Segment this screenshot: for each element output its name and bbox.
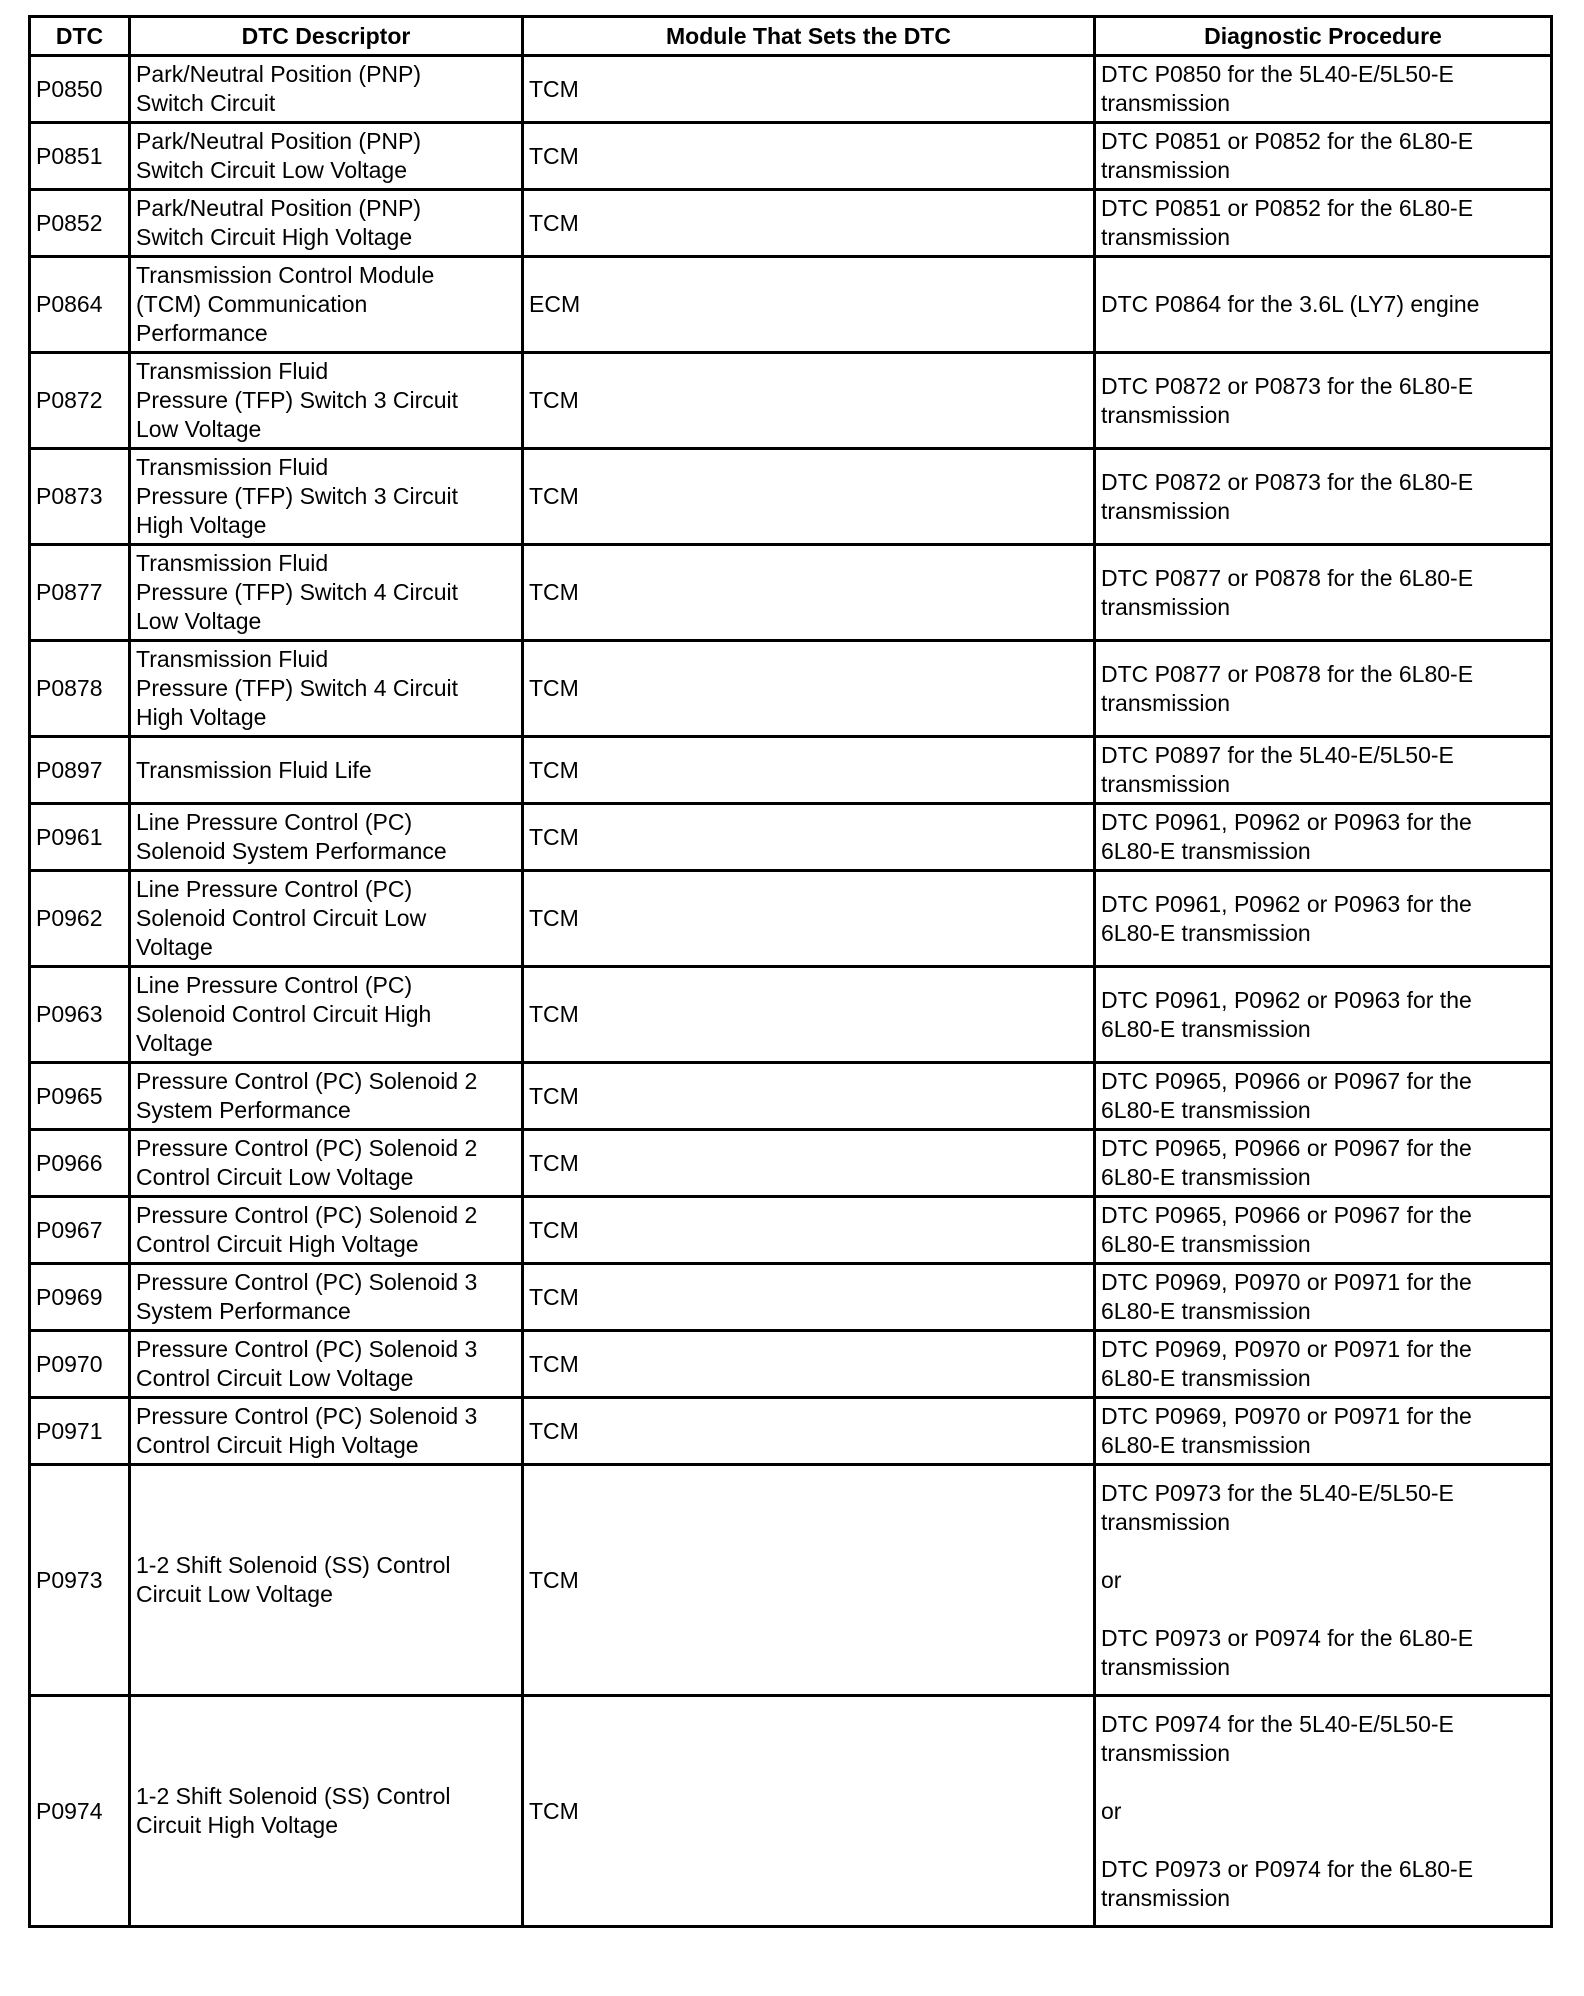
- dtc-descriptor: [130, 1465, 523, 1696]
- diagnostic-procedure: [1095, 545, 1552, 641]
- descriptor-line: Park/Neutral Position (PNP): [136, 128, 422, 154]
- procedure-line: DTC P0851 or P0852 for the 6L80-E: [1101, 195, 1474, 221]
- procedure-or: or: [1101, 1566, 1122, 1593]
- procedure-line: DTC P0969, P0970 or P0971 for the: [1101, 1336, 1472, 1362]
- dtc-descriptor: [130, 1063, 523, 1130]
- procedure-line: DTC P0969, P0970 or P0971 for the: [1101, 1403, 1472, 1429]
- descriptor-line: Park/Neutral Position (PNP): [136, 195, 422, 221]
- dtc-code: P0963: [30, 967, 130, 1063]
- module: TCM: [523, 737, 1095, 804]
- procedure-line: 6L80-E transmission: [1101, 1432, 1311, 1458]
- table-row: [30, 123, 1552, 190]
- diagnostic-procedure: [1095, 871, 1552, 967]
- descriptor-line: Line Pressure Control (PC): [136, 972, 413, 998]
- diagnostic-procedure: [1095, 1465, 1552, 1696]
- descriptor-line: Solenoid System Performance: [136, 838, 447, 864]
- diagnostic-procedure: [1095, 1197, 1552, 1264]
- module: TCM: [523, 1398, 1095, 1465]
- table-row: [30, 1197, 1552, 1264]
- dtc-descriptor: [130, 1197, 523, 1264]
- descriptor-line: Pressure (TFP) Switch 3 Circuit: [136, 483, 459, 509]
- descriptor-line: Voltage: [136, 934, 213, 960]
- module: TCM: [523, 1696, 1095, 1927]
- descriptor-line: Transmission Fluid Life: [136, 756, 372, 783]
- descriptor-line: Solenoid Control Circuit Low: [136, 905, 427, 931]
- descriptor-line: Transmission Fluid: [136, 454, 329, 480]
- descriptor-line: Control Circuit Low Voltage: [136, 1164, 414, 1190]
- module: TCM: [523, 449, 1095, 545]
- module: TCM: [523, 967, 1095, 1063]
- dtc-code: P0852: [30, 190, 130, 257]
- procedure-line: 6L80-E transmission: [1101, 1097, 1311, 1123]
- dtc-table: [28, 15, 1553, 1928]
- diagnostic-procedure: [1095, 804, 1552, 871]
- line-spacer: [1101, 1768, 1545, 1797]
- procedure-line: DTC P0897 for the 5L40-E/5L50-E: [1101, 742, 1454, 768]
- table-row: [30, 257, 1552, 353]
- table-row: [30, 190, 1552, 257]
- dtc-code: P0878: [30, 641, 130, 737]
- descriptor-line: Control Circuit High Voltage: [136, 1432, 419, 1458]
- procedure-line: DTC P0974 for the 5L40-E/5L50-E: [1101, 1710, 1454, 1737]
- module: TCM: [523, 56, 1095, 123]
- descriptor-line: Pressure Control (PC) Solenoid 3: [136, 1336, 478, 1362]
- descriptor-line: Pressure Control (PC) Solenoid 3: [136, 1403, 478, 1429]
- table-row: [30, 1264, 1552, 1331]
- procedure-line: DTC P0851 or P0852 for the 6L80-E: [1101, 128, 1474, 154]
- module: TCM: [523, 1331, 1095, 1398]
- diagnostic-procedure: [1095, 123, 1552, 190]
- table-row: [30, 1130, 1552, 1197]
- header-dtc: DTC: [30, 17, 130, 56]
- descriptor-line: High Voltage: [136, 512, 267, 538]
- procedure-line: DTC P0969, P0970 or P0971 for the: [1101, 1269, 1472, 1295]
- module: TCM: [523, 353, 1095, 449]
- procedure-line: transmission: [1101, 593, 1231, 620]
- dtc-code: P0974: [30, 1696, 130, 1927]
- dtc-code: P0897: [30, 737, 130, 804]
- dtc-code: P0966: [30, 1130, 130, 1197]
- dtc-descriptor: [130, 871, 523, 967]
- procedure-line: transmission: [1101, 771, 1231, 797]
- descriptor-line: Pressure Control (PC) Solenoid 2: [136, 1068, 478, 1094]
- diagnostic-procedure: [1095, 967, 1552, 1063]
- dtc-descriptor: [130, 804, 523, 871]
- table-row: [30, 1465, 1552, 1696]
- line-spacer: [1101, 1595, 1545, 1624]
- descriptor-line: Pressure (TFP) Switch 4 Circuit: [136, 579, 459, 605]
- table-row: [30, 1398, 1552, 1465]
- procedure-line: DTC P0973 for the 5L40-E/5L50-E: [1101, 1479, 1454, 1506]
- dtc-code: P0970: [30, 1331, 130, 1398]
- descriptor-line: Line Pressure Control (PC): [136, 876, 413, 902]
- dtc-code: P0967: [30, 1197, 130, 1264]
- dtc-descriptor: [130, 190, 523, 257]
- diagnostic-procedure: [1095, 641, 1552, 737]
- dtc-descriptor: [130, 1331, 523, 1398]
- module: TCM: [523, 804, 1095, 871]
- dtc-code: P0971: [30, 1398, 130, 1465]
- module: TCM: [523, 1465, 1095, 1696]
- module: TCM: [523, 1130, 1095, 1197]
- dtc-code: P0873: [30, 449, 130, 545]
- procedure-line: 6L80-E transmission: [1101, 1298, 1311, 1324]
- module: TCM: [523, 641, 1095, 737]
- dtc-code: P0965: [30, 1063, 130, 1130]
- dtc-descriptor: [130, 1264, 523, 1331]
- procedure-line: DTC P0877 or P0878 for the 6L80-E: [1101, 564, 1474, 591]
- descriptor-line: Circuit High Voltage: [136, 1812, 338, 1838]
- procedure-line: DTC P0872 or P0873 for the 6L80-E: [1101, 372, 1474, 399]
- dtc-descriptor: [130, 1398, 523, 1465]
- procedure-line: transmission: [1101, 1508, 1231, 1535]
- descriptor-line: 1-2 Shift Solenoid (SS) Control: [136, 1552, 451, 1578]
- descriptor-line: Pressure Control (PC) Solenoid 3: [136, 1269, 478, 1295]
- dtc-descriptor: [130, 257, 523, 353]
- table-row: [30, 1063, 1552, 1130]
- dtc-descriptor: [130, 56, 523, 123]
- procedure-line: transmission: [1101, 1653, 1231, 1680]
- diagnostic-procedure: [1095, 257, 1552, 353]
- descriptor-line: Switch Circuit: [136, 90, 276, 116]
- descriptor-line: Line Pressure Control (PC): [136, 809, 413, 835]
- diagnostic-procedure: [1095, 190, 1552, 257]
- module: ECM: [523, 257, 1095, 353]
- diagnostic-procedure: [1095, 737, 1552, 804]
- descriptor-line: 1-2 Shift Solenoid (SS) Control: [136, 1783, 451, 1809]
- table-row: [30, 1331, 1552, 1398]
- procedure-line: transmission: [1101, 689, 1231, 716]
- procedure-line: DTC P0965, P0966 or P0967 for the: [1101, 1135, 1472, 1161]
- procedure-line: DTC P0973 or P0974 for the 6L80-E: [1101, 1624, 1474, 1651]
- module: TCM: [523, 871, 1095, 967]
- diagnostic-procedure: [1095, 1130, 1552, 1197]
- header-module: Module That Sets the DTC: [523, 17, 1095, 56]
- diagnostic-procedure: [1095, 353, 1552, 449]
- descriptor-line: Pressure (TFP) Switch 4 Circuit: [136, 675, 459, 701]
- procedure-line: 6L80-E transmission: [1101, 1231, 1311, 1257]
- dtc-descriptor: [130, 1130, 523, 1197]
- descriptor-line: Transmission Fluid: [136, 358, 329, 384]
- descriptor-line: Low Voltage: [136, 608, 262, 634]
- dtc-descriptor: [130, 737, 523, 804]
- descriptor-line: Pressure Control (PC) Solenoid 2: [136, 1135, 478, 1161]
- descriptor-line: Switch Circuit Low Voltage: [136, 157, 408, 183]
- table-row: [30, 804, 1552, 871]
- procedure-line: transmission: [1101, 90, 1231, 116]
- table-row: [30, 641, 1552, 737]
- procedure-line: DTC P0961, P0962 or P0963 for the: [1101, 986, 1472, 1013]
- procedure-line: DTC P0872 or P0873 for the 6L80-E: [1101, 468, 1474, 495]
- dtc-code: P0969: [30, 1264, 130, 1331]
- dtc-descriptor: [130, 967, 523, 1063]
- header-procedure: Diagnostic Procedure: [1095, 17, 1552, 56]
- table-row: [30, 449, 1552, 545]
- diagnostic-procedure: [1095, 1331, 1552, 1398]
- dtc-descriptor: [130, 449, 523, 545]
- descriptor-line: Transmission Fluid: [136, 550, 329, 576]
- descriptor-line: Pressure (TFP) Switch 3 Circuit: [136, 387, 459, 413]
- procedure-line: 6L80-E transmission: [1101, 1164, 1311, 1190]
- module: TCM: [523, 190, 1095, 257]
- procedure-line: DTC P0965, P0966 or P0967 for the: [1101, 1202, 1472, 1228]
- header-descriptor: DTC Descriptor: [130, 17, 523, 56]
- procedure-line: 6L80-E transmission: [1101, 919, 1311, 946]
- dtc-code: P0877: [30, 545, 130, 641]
- dtc-descriptor: [130, 641, 523, 737]
- diagnostic-procedure: [1095, 449, 1552, 545]
- procedure-line: DTC P0877 or P0878 for the 6L80-E: [1101, 660, 1474, 687]
- procedure-line: 6L80-E transmission: [1101, 838, 1311, 864]
- descriptor-line: Transmission Control Module: [136, 262, 435, 288]
- header-row: [30, 17, 1552, 56]
- dtc-descriptor: [130, 123, 523, 190]
- line-spacer: [1101, 1826, 1545, 1855]
- dtc-descriptor: [130, 353, 523, 449]
- procedure-line: DTC P0973 or P0974 for the 6L80-E: [1101, 1855, 1474, 1882]
- table-row: [30, 1696, 1552, 1927]
- dtc-code: P0864: [30, 257, 130, 353]
- procedure-line: 6L80-E transmission: [1101, 1015, 1311, 1042]
- descriptor-line: Transmission Fluid: [136, 646, 329, 672]
- descriptor-line: Control Circuit High Voltage: [136, 1231, 419, 1257]
- procedure-line: DTC P0864 for the 3.6L (LY7) engine: [1101, 291, 1480, 317]
- descriptor-line: Solenoid Control Circuit High: [136, 1001, 432, 1027]
- procedure-line: transmission: [1101, 1884, 1231, 1911]
- diagnostic-procedure: [1095, 1696, 1552, 1927]
- table-row: [30, 56, 1552, 123]
- descriptor-line: Control Circuit Low Voltage: [136, 1365, 414, 1391]
- descriptor-line: Circuit Low Voltage: [136, 1581, 333, 1607]
- line-spacer: [1101, 1537, 1545, 1566]
- diagnostic-procedure: [1095, 1398, 1552, 1465]
- module: TCM: [523, 123, 1095, 190]
- module: TCM: [523, 1264, 1095, 1331]
- dtc-descriptor: [130, 545, 523, 641]
- dtc-code: P0962: [30, 871, 130, 967]
- dtc-code: P0850: [30, 56, 130, 123]
- descriptor-line: Low Voltage: [136, 416, 262, 442]
- procedure-line: DTC P0850 for the 5L40-E/5L50-E: [1101, 61, 1454, 87]
- procedure-line: DTC P0961, P0962 or P0963 for the: [1101, 890, 1472, 917]
- procedure-line: transmission: [1101, 224, 1231, 250]
- descriptor-line: Performance: [136, 320, 268, 346]
- procedure-line: transmission: [1101, 497, 1231, 524]
- descriptor-line: Switch Circuit High Voltage: [136, 224, 413, 250]
- descriptor-line: Pressure Control (PC) Solenoid 2: [136, 1202, 478, 1228]
- descriptor-line: High Voltage: [136, 704, 267, 730]
- dtc-code: P0851: [30, 123, 130, 190]
- module: TCM: [523, 545, 1095, 641]
- table-row: [30, 353, 1552, 449]
- module: TCM: [523, 1063, 1095, 1130]
- diagnostic-procedure: [1095, 1264, 1552, 1331]
- descriptor-line: (TCM) Communication: [136, 291, 368, 317]
- diagnostic-procedure: [1095, 56, 1552, 123]
- dtc-code: P0872: [30, 353, 130, 449]
- table-row: [30, 967, 1552, 1063]
- descriptor-line: Voltage: [136, 1030, 213, 1056]
- procedure-line: transmission: [1101, 157, 1231, 183]
- module: TCM: [523, 1197, 1095, 1264]
- procedure-line: DTC P0961, P0962 or P0963 for the: [1101, 809, 1472, 835]
- table-row: [30, 871, 1552, 967]
- dtc-code: P0973: [30, 1465, 130, 1696]
- procedure-line: DTC P0965, P0966 or P0967 for the: [1101, 1068, 1472, 1094]
- descriptor-line: System Performance: [136, 1298, 351, 1324]
- procedure-line: transmission: [1101, 401, 1231, 428]
- dtc-code: P0961: [30, 804, 130, 871]
- procedure-line: transmission: [1101, 1739, 1231, 1766]
- diagnostic-procedure: [1095, 1063, 1552, 1130]
- table-row: [30, 545, 1552, 641]
- procedure-or: or: [1101, 1797, 1122, 1824]
- descriptor-line: System Performance: [136, 1097, 351, 1123]
- descriptor-line: Park/Neutral Position (PNP): [136, 61, 422, 87]
- dtc-descriptor: [130, 1696, 523, 1927]
- table-row: [30, 737, 1552, 804]
- procedure-line: 6L80-E transmission: [1101, 1365, 1311, 1391]
